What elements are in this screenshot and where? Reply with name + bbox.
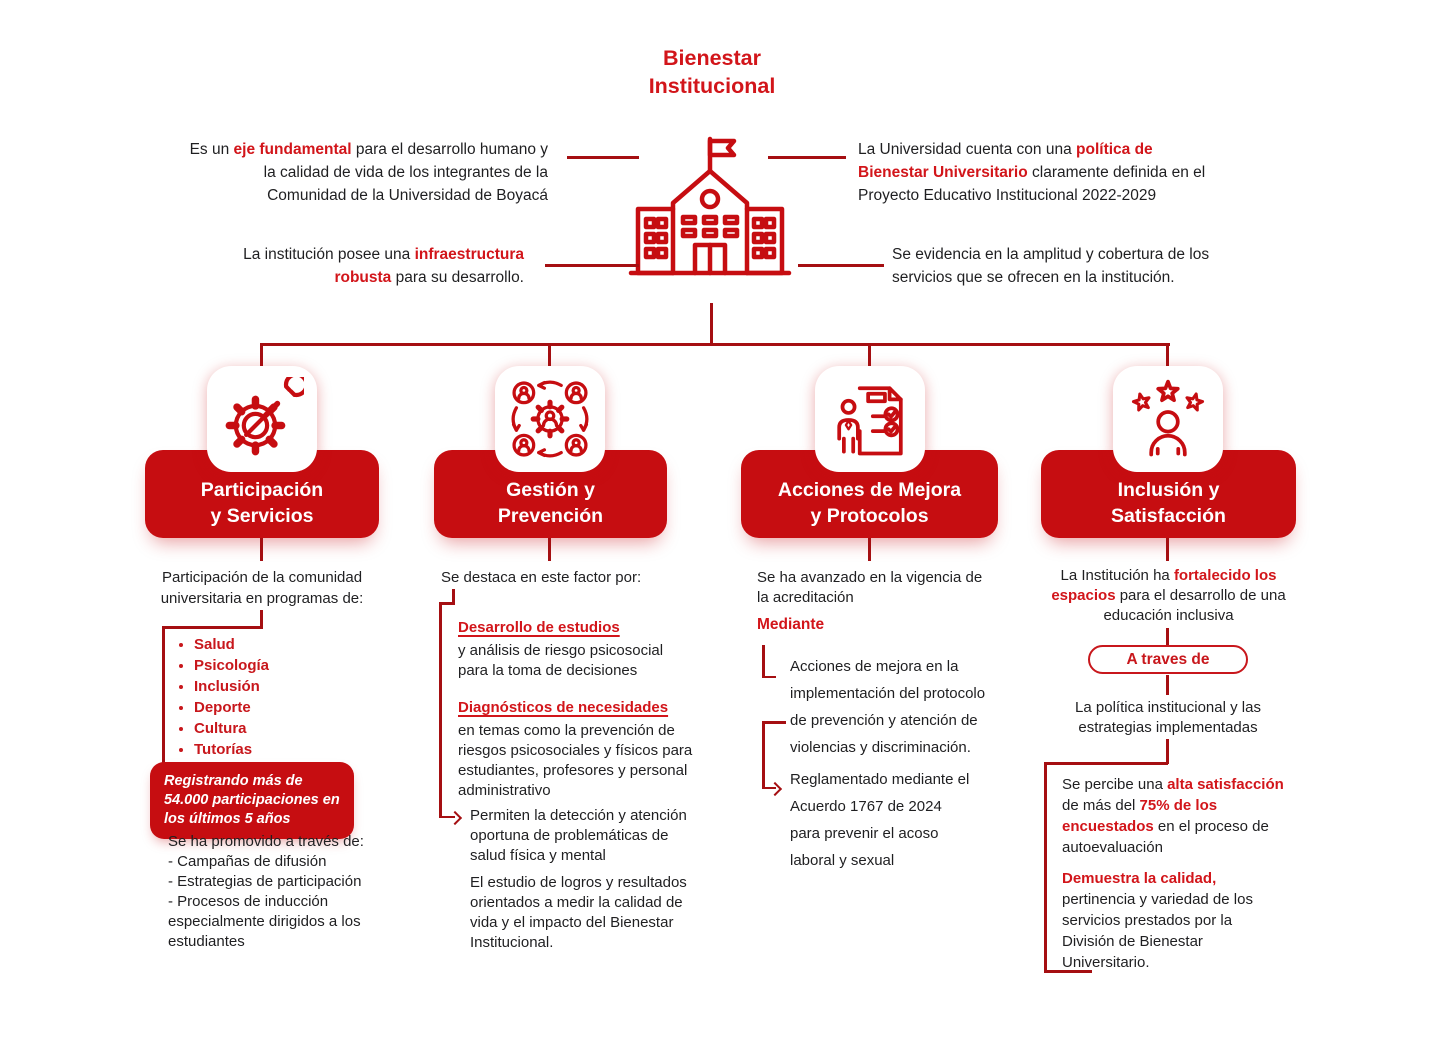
branch-header-inclusion: Inclusión y Satisfacción bbox=[1041, 450, 1296, 538]
connector-line bbox=[439, 602, 442, 818]
acciones-intro: Se ha avanzado en la vigencia de la acreditación bbox=[757, 569, 983, 606]
politica-mid-text: La política institucional y las estrategias implementadas bbox=[1075, 699, 1261, 736]
a-traves-de-pill: A traves de bbox=[1088, 645, 1248, 674]
list-item: • Psicología bbox=[194, 655, 384, 676]
arrow-head-icon bbox=[448, 810, 462, 824]
list-item: • Inclusión bbox=[194, 676, 384, 697]
arrow-head-icon bbox=[768, 781, 782, 795]
connector-line bbox=[762, 721, 765, 789]
list-item: • Deporte bbox=[194, 697, 384, 718]
programas-bullet-list bbox=[178, 634, 384, 760]
list-item: • Salud bbox=[194, 634, 384, 655]
branch-stub-line bbox=[260, 538, 263, 561]
study-item: Desarrollo de estudios y análisis de riesgo psicosocial para la toma de decisiones bbox=[458, 618, 695, 681]
person-with-stars-icon bbox=[1113, 366, 1223, 472]
connector-line bbox=[567, 156, 639, 159]
branch-header-participacion: Participación y Servicios bbox=[145, 450, 379, 538]
connector-line bbox=[798, 264, 884, 267]
branch-stub-line bbox=[548, 538, 551, 561]
note-politica-bienestar: La Universidad cuenta con una política de Bienestar Universitario claramente definida en el Proyecto Educativo Institucional 2022-2029 bbox=[858, 141, 1206, 204]
estudio-logros-note: El estudio de logros y resultados orientados a medir la calidad de vida y el impacto del Bienestar Institucional. bbox=[470, 874, 687, 951]
promovido-text: Se ha promovido a través de: - Campañas de difusión - Estrategias de participación - Procesos de inducción especialmente dirigidos a los estudiantes bbox=[168, 833, 364, 950]
inclusion-intro: La Institución ha fortalecido los espacios para el desarrollo de una educación inclusiva bbox=[1051, 567, 1286, 624]
list-item: • Tutorías bbox=[194, 739, 384, 760]
satisfaccion-para: Se percibe una alta satisfacción de más del 75% de los encuestados en el proceso de autoevaluación bbox=[1062, 776, 1284, 856]
connector-line bbox=[762, 721, 786, 724]
acuerdo-note: Reglamentado mediante el Acuerdo 1767 de 2024 para prevenir el acoso laboral y sexual bbox=[790, 771, 970, 869]
deteccion-note: Permiten la detección y atención oportuna de problemáticas de salud física y mental bbox=[470, 807, 687, 864]
note-eje-fundamental: Es un eje fundamental para el desarrollo humano y la calidad de vida de los integrantes de la Comunidad de la Universidad de Boyacá bbox=[189, 141, 548, 204]
connector-line bbox=[768, 156, 846, 159]
list-item: • Cultura bbox=[194, 718, 384, 739]
team-around-gear-icon bbox=[495, 366, 605, 472]
participaciones-highlight-box: Registrando más de 54.000 participaciones en los últimos 5 años bbox=[150, 762, 354, 839]
item-heading: Desarrollo de estudios bbox=[458, 619, 620, 636]
diagnostics-item: Diagnósticos de necesidades en temas como la prevención de riesgos psicosociales y físicos para estudiantes, profesores y personal administrativo bbox=[458, 698, 695, 801]
person-checklist-icon bbox=[815, 366, 925, 472]
note-amplitud-cobertura: Se evidencia en la amplitud y cobertura de los servicios que se ofrecen en la institución. bbox=[892, 246, 1210, 286]
connector-line bbox=[1166, 628, 1169, 646]
tree-trunk-line bbox=[710, 303, 713, 345]
connector-line bbox=[162, 626, 165, 764]
tree-horizontal-line bbox=[261, 343, 1170, 346]
connector-line bbox=[762, 676, 776, 679]
gestion-intro: Se destaca en este factor por: bbox=[441, 569, 642, 586]
connector-line bbox=[1044, 762, 1168, 765]
connector-line bbox=[1166, 675, 1169, 695]
branch-stub-line bbox=[1166, 538, 1169, 561]
connector-line bbox=[1166, 739, 1169, 764]
note-infraestructura: La institución posee una infraestructura robusta para su desarrollo. bbox=[243, 246, 524, 286]
connector-line bbox=[762, 645, 765, 678]
gestion-items bbox=[458, 618, 695, 801]
calidad-para: Demuestra la calidad, pertinencia y variedad de los servicios prestados por la División de Bienestar Universitario. bbox=[1062, 870, 1253, 971]
gear-wrench-icon bbox=[207, 366, 317, 472]
mediante-label: Mediante bbox=[757, 616, 825, 633]
branch-stub-line bbox=[868, 538, 871, 561]
page-title: Bienestar Institucional bbox=[648, 46, 776, 98]
protocolo-note: Acciones de mejora en la implementación del protocolo de prevención y atención de violencias y discriminación. bbox=[790, 658, 986, 756]
participacion-intro: Participación de la comunidad universitaria en programas de: bbox=[160, 569, 364, 607]
connector-line bbox=[1044, 762, 1047, 972]
branch-header-acciones: Acciones de Mejora y Protocolos bbox=[741, 450, 998, 538]
item-heading: Diagnósticos de necesidades bbox=[458, 699, 669, 716]
connector-line bbox=[545, 264, 639, 267]
branch-header-gestion: Gestión y Prevención bbox=[434, 450, 667, 538]
connector-line bbox=[162, 626, 263, 629]
